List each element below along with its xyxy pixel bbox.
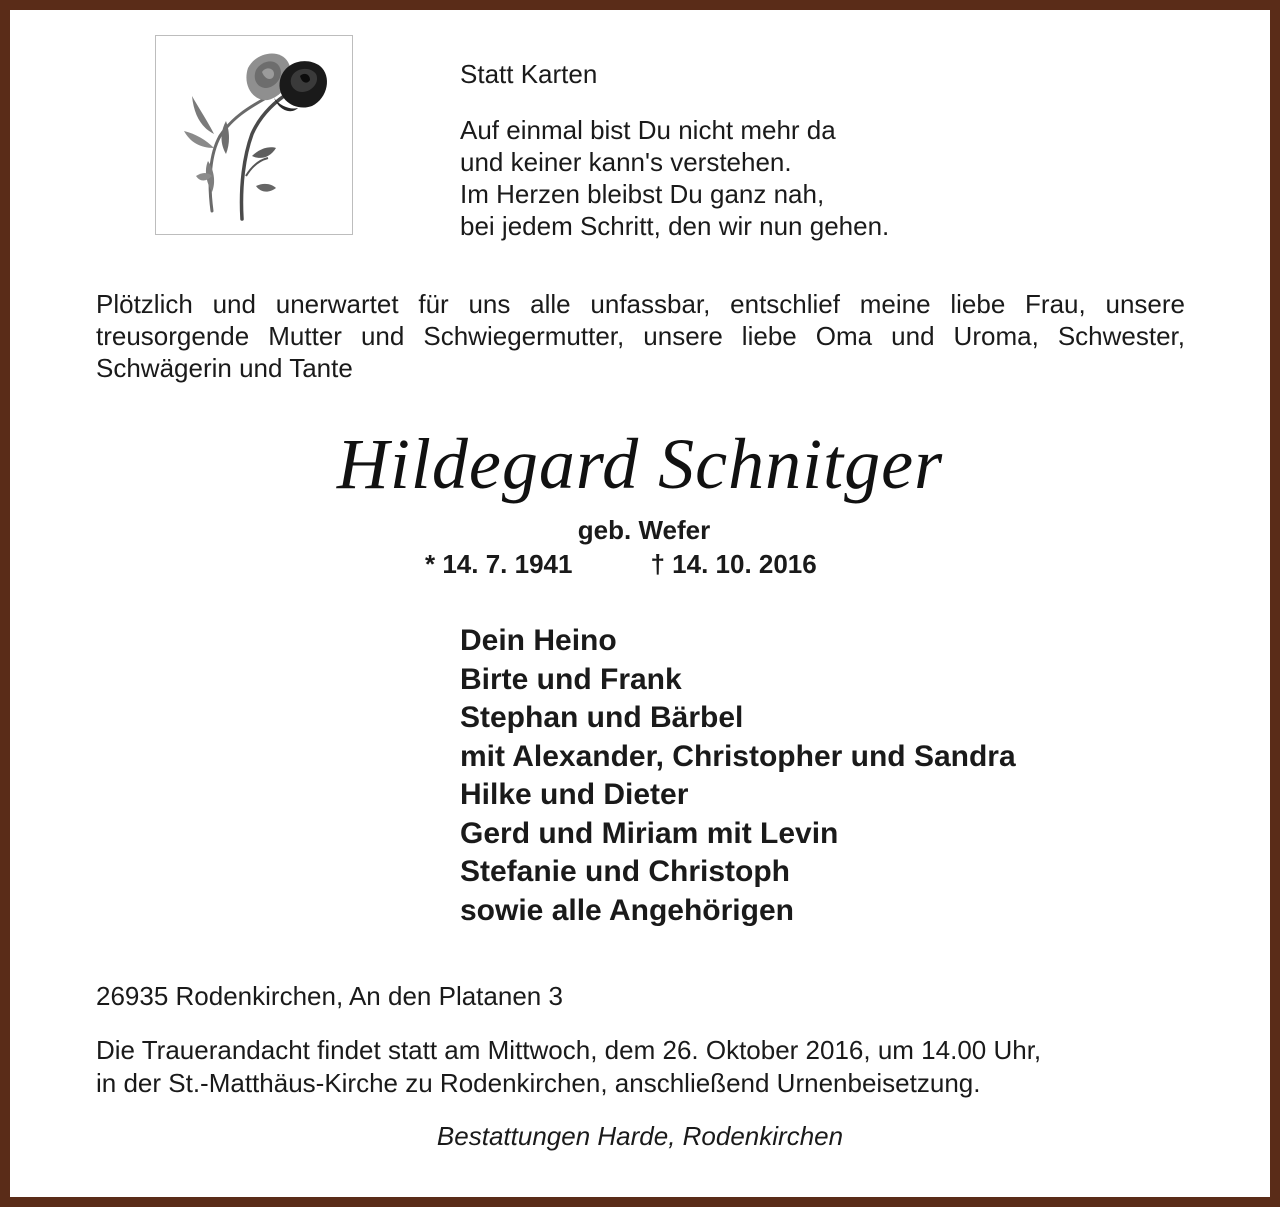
undertaker-text: Bestattungen Harde, Rodenkirchen — [436, 1121, 844, 1151]
mourner-line: mit Alexander, Christopher und Sandra — [460, 739, 1016, 773]
life-dates — [425, 548, 817, 580]
mourner-line: Stefanie und Christoph — [460, 855, 790, 888]
service-line: Die Trauerandacht findet statt am Mittwoch, dem 26. Oktober 2016, um 14.00 Uhr, — [96, 1035, 1042, 1065]
death-date: † 14. 10. 2016 — [650, 549, 817, 579]
maiden-name: geb. Wefer — [577, 515, 711, 545]
poem-line: und keiner kann's verstehen. — [460, 147, 792, 177]
obituary-notice — [10, 10, 1270, 1197]
rose-icon — [156, 36, 352, 234]
service-info — [96, 1034, 1186, 1100]
mourner-line: Gerd und Miriam mit Levin — [460, 816, 839, 850]
deceased-name: Hildegard Schnitger — [336, 424, 944, 504]
intro-text: Statt Karten — [460, 59, 598, 89]
mourner-line: sowie alle Angehörigen — [460, 893, 794, 927]
birth-date: * 14. 7. 1941 — [425, 549, 573, 579]
poem-line: Auf einmal bist Du nicht mehr da — [460, 115, 836, 145]
poem-line: Im Herzen bleibst Du ganz nah, — [460, 179, 825, 209]
mourner-line: Stephan und Bärbel — [460, 701, 744, 734]
poem — [460, 114, 889, 242]
poem-line: bei jedem Schritt, den wir nun gehen. — [460, 211, 890, 241]
mourner-line: Hilke und Dieter — [460, 778, 689, 811]
rose-image — [155, 35, 353, 235]
service-line: in der St.-Matthäus-Kirche zu Rodenkirchen, anschließend Urnenbeisetzung. — [96, 1068, 981, 1098]
address-text: 26935 Rodenkirchen, An den Platanen 3 — [96, 981, 563, 1011]
mourners-list — [460, 622, 1016, 930]
announcement-text: Plötzlich und unerwartet für uns alle unfassbar, entschlief meine liebe Frau, unsere treusorgende Mutter und Schwiegermutter, unsere liebe Oma und Uroma, Schwester, Schwägerin und Tante — [96, 289, 1185, 383]
mourner-line: Dein Heino — [460, 624, 617, 657]
mourner-line: Birte und Frank — [460, 662, 682, 696]
